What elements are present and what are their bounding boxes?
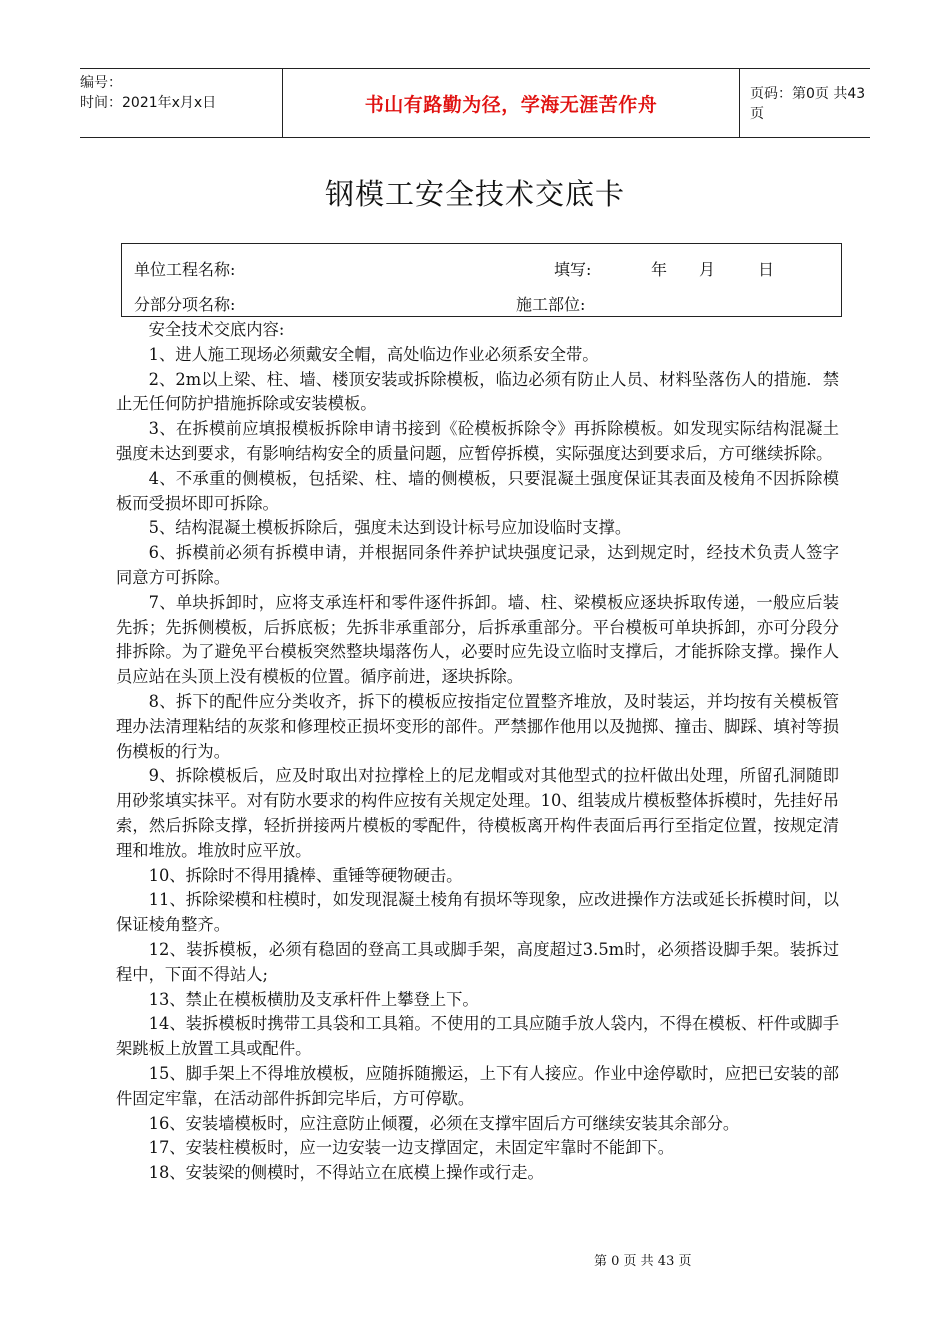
subproject-name-label: 分部分项名称: <box>134 295 236 314</box>
content-item: 18、安装梁的侧模时，不得站立在底模上操作或行走。 <box>148 1163 544 1183</box>
content-item: 15、脚手架上不得堆放模板，应随拆随搬运，上下有人接应。作业中途停歇时，应把已安装的部件固定牢靠，在活动部件拆卸完毕后，方可停歇。 <box>116 1063 839 1108</box>
content-item: 14、装拆模板时携带工具袋和工具箱。不使用的工具应随手放人袋内，不得在模板、杆件或脚手架跳板上放置工具或配件。 <box>116 1014 839 1059</box>
content-item: 3、在拆模前应填报模板拆除申请书接到《砼模板拆除令》再拆除模板。如发现实际结构混凝土强度未达到要求，有影响结构安全的质量问题，应暂停拆模，实际强度达到要求后，方可继续拆除。 <box>116 419 839 463</box>
info-row-project <box>122 257 841 277</box>
construction-location-label: 施工部位: <box>516 295 586 314</box>
project-name-label: 单位工程名称: <box>134 260 236 279</box>
page-header <box>80 68 870 138</box>
content-item: 12、装拆模板，必须有稳固的登高工具或脚手架，高度超过3.5m时，必须搭设脚手架。装拆过程中，下面不得站人; <box>116 939 839 984</box>
content-item: 9、拆除模板后，应及时取出对拉撑栓上的尼龙帽或对其他型式的拉杆做出处理，所留孔洞随即用砂浆填实抹平。对有防水要求的构件应按有关规定处理。10、组装成片模板整体拆模时，先挂好吊索，然后拆除支撑，轻折拼接两片模板的零配件，待模板离开构件表面后再行至指定位置，按规定清理和堆放。堆放时应平放。 <box>116 766 839 860</box>
document-date: 时间：2021年x月x日 <box>80 95 217 111</box>
content-item: 10、拆除时不得用撬棒、重锤等硬物硬击。 <box>148 865 463 885</box>
content-item: 17、安装柱模板时，应一边安装一边支撑固定，未固定牢靠时不能卸下。 <box>148 1138 675 1158</box>
content-item: 2、2m以上梁、柱、墙、楼顶安装或拆除模板，临边必须有防止人员、材料坠落伤人的措施．禁止无任何防护措施拆除或安装模板。 <box>116 369 839 414</box>
page-title: 钢模工安全技术交底卡 <box>324 177 625 211</box>
month-label: 月 <box>699 260 716 279</box>
content-item: 6、拆模前必须有拆模申请，并根据同条件养护试块强度记录，达到规定时，经技术负责人签字同意方可拆除。 <box>116 543 839 587</box>
content-item: 1、进人施工现场必须戴安全帽，高处临边作业必须系安全带。 <box>148 344 599 364</box>
year-label: 年 <box>651 260 668 279</box>
header-motto: 书山有路勤为径，学海无涯苦作舟 <box>282 69 740 137</box>
page-footer: 第 0 页 共 43 页 <box>594 1254 692 1269</box>
safety-content <box>116 318 839 1186</box>
header-page-info: 页码：第0页 共43页 <box>750 86 866 122</box>
info-table <box>121 243 842 317</box>
info-row-subproject <box>122 292 841 312</box>
content-item: 5、结构混凝土模板拆除后，强度未达到设计标号应加设临时支撑。 <box>148 518 632 538</box>
fill-date-label: 填写: <box>554 260 592 279</box>
content-item: 11、拆除梁模和柱模时，如发现混凝土棱角有损坏等现象，应改进操作方法或延长拆模时间，以保证棱角整齐。 <box>116 890 839 935</box>
day-label: 日 <box>758 260 775 279</box>
header-meta <box>80 73 280 113</box>
content-item: 13、禁止在模板横肋及支承杆件上攀登上下。 <box>148 989 479 1009</box>
content-item: 7、单块拆卸时，应将支承连杆和零件逐件拆卸。墙、柱、梁模板应逐块拆取传递，一般应后装先拆；先拆侧模板，后拆底板；先拆非承重部分，后拆承重部分。平台模板可单块拆卸，亦可分段分排拆除。为了避免平台模板突然整块塌落伤人，必要时应先设立临时支撑后，才能拆除支撑。操作人员应站在头顶上没有模板的位置。循序前进，逐块拆除。 <box>116 592 839 687</box>
content-item: 8、拆下的配件应分类收齐，拆下的模板应按指定位置整齐堆放，及时装运，并均按有关模板管理办法清理粘结的灰浆和修理校正损坏变形的部件。严禁挪作他用以及抛掷、撞击、脚踩、填衬等损伤模板的行为。 <box>116 691 839 761</box>
content-intro: 安全技术交底内容: <box>148 320 285 339</box>
content-item: 4、不承重的侧模板，包括梁、柱、墙的侧模板，只要混凝土强度保证其表面及棱角不因拆除模板而受损坏即可拆除。 <box>116 468 839 513</box>
document-number-label: 编号： <box>80 75 122 91</box>
content-item: 16、安装墙模板时，应注意防止倾覆，必须在支撑牢固后方可继续安装其余部分。 <box>148 1113 740 1133</box>
